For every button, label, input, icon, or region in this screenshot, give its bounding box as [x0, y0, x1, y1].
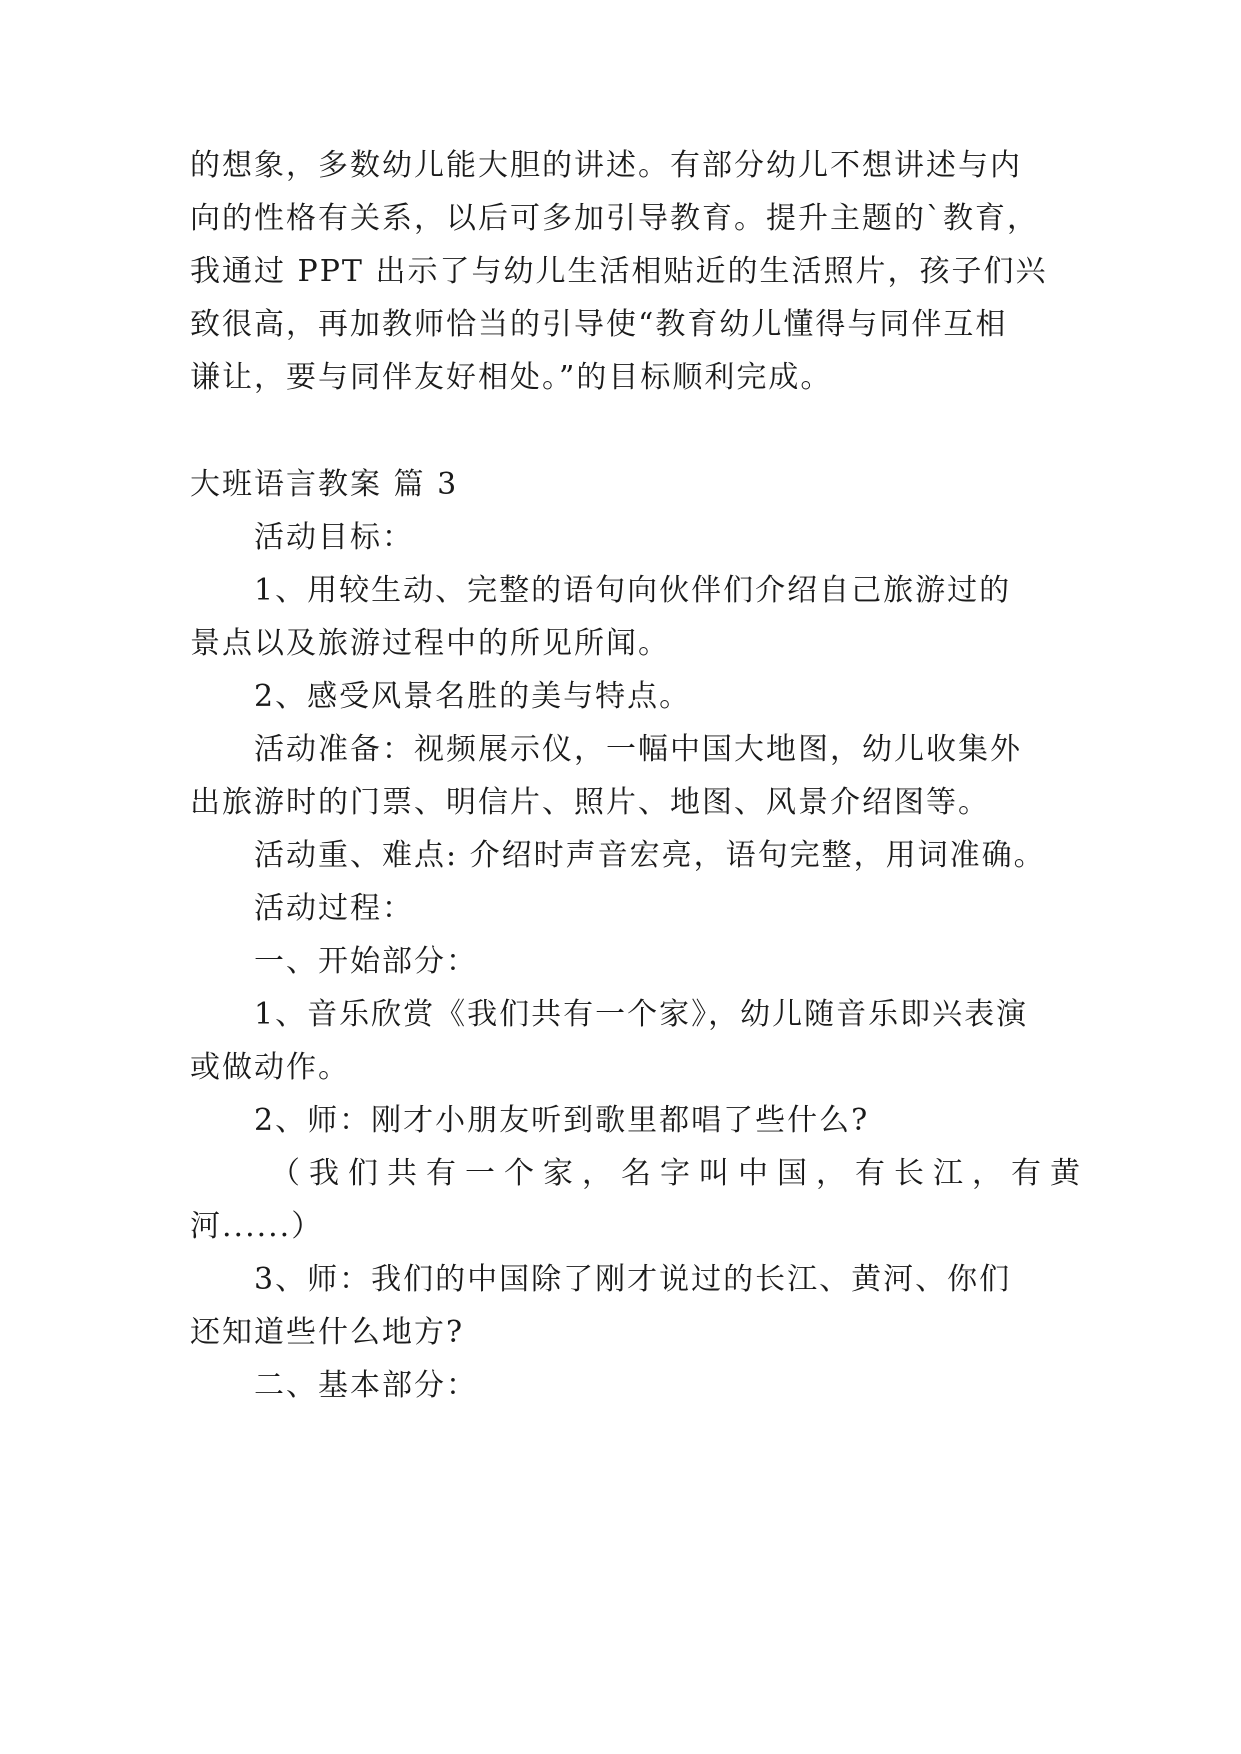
preparation-line: 出旅游时的门票、明信片、照片、地图、风景介绍图等。	[190, 785, 990, 820]
paragraph-line: 的想象，多数幼儿能大胆的讲述。有部分幼儿不想讲述与内	[190, 148, 1022, 183]
goal-2: 2、感受风景名胜的美与特点。	[254, 679, 692, 714]
goal-1-line: 1、用较生动、完整的语句向伙伴们介绍自己旅游过的	[254, 573, 1012, 608]
paragraph-line: 向的性格有关系，以后可多加引导教育。提升主题的`教育，	[190, 201, 1039, 236]
step-2: 2、师：刚才小朋友听到歌里都唱了些什么?	[254, 1103, 870, 1138]
preparation-line: 活动准备：视频展示仪，一幅中国大地图，幼儿收集外	[254, 732, 1022, 767]
step-3-line: 3、师：我们的中国除了刚才说过的长江、黄河、你们	[254, 1262, 1012, 1297]
step-2-answer-line: （我们共有一个家，名字叫中国，有长江，有黄	[270, 1156, 1089, 1191]
goal-1-line: 景点以及旅游过程中的所见所闻。	[190, 626, 670, 661]
paragraph-line: 致很高，再加教师恰当的引导使“教育幼儿懂得与同伴互相	[190, 307, 1008, 342]
key-points: 活动重、难点: 介绍时声音宏亮，语句完整，用词准确。	[254, 838, 1046, 873]
part-2-heading: 二、基本部分：	[254, 1368, 478, 1403]
step-2-answer-line: 河......）	[190, 1209, 324, 1244]
step-1-line: 或做动作。	[190, 1050, 350, 1085]
paragraph-line: 谦让，要与同伴友好相处。”的目标顺利完成。	[190, 360, 833, 395]
goals-heading: 活动目标：	[254, 520, 414, 555]
section-title: 大班语言教案 篇 3	[190, 467, 459, 502]
step-1-line: 1、音乐欣赏《我们共有一个家》，幼儿随音乐即兴表演	[254, 997, 1029, 1032]
part-1-heading: 一、开始部分：	[254, 944, 478, 979]
paragraph-line: 我通过 PPT 出示了与幼儿生活相贴近的生活照片，孩子们兴	[190, 254, 1048, 289]
process-heading: 活动过程：	[254, 891, 414, 926]
step-3-line: 还知道些什么地方?	[190, 1315, 465, 1350]
